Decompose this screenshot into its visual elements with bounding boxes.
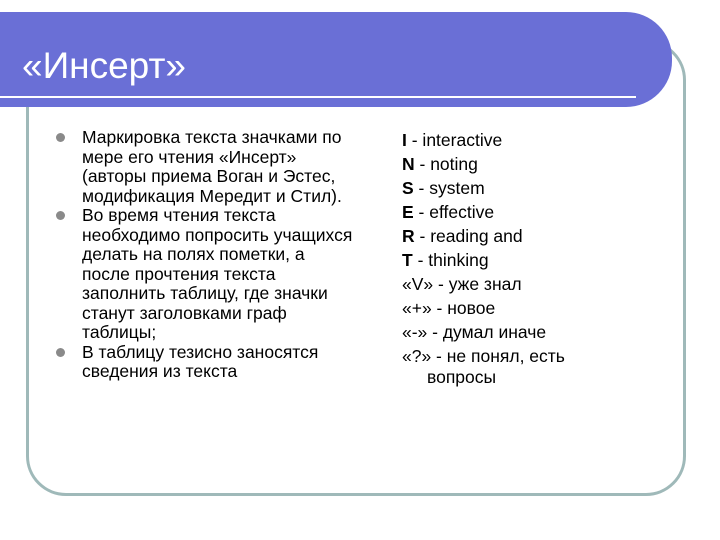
bullet-dot-icon [56, 348, 65, 357]
insert-term [402, 224, 702, 248]
bullet-text: Маркировка текста значками по мере его чтения «Инсерт» (авторы приема Воган и Эстес, модификация Мередит и Стил). [82, 127, 342, 206]
term-text: - interactive [406, 130, 503, 150]
mark-text: «?» - не понял, есть [402, 346, 565, 366]
term-text: - effective [413, 202, 495, 222]
title-bar [0, 12, 672, 107]
term-text: - thinking [412, 250, 489, 270]
term-letter: E [402, 202, 414, 222]
term-letter: I [402, 130, 407, 150]
term-letter: R [402, 226, 415, 246]
term-text: - system [413, 178, 485, 198]
term-letter: T [402, 250, 413, 270]
insert-legend [402, 128, 702, 387]
term-letter: S [402, 178, 414, 198]
bullet-text: В таблицу тезисно заносятся сведения из текста [82, 341, 319, 381]
mark-item: «+» - новое [402, 298, 496, 318]
bullet-dot-icon [56, 211, 65, 220]
insert-term [402, 248, 702, 272]
mark-item: «V» - уже знал [402, 274, 522, 294]
insert-term [402, 128, 702, 152]
term-letter: N [402, 154, 415, 174]
insert-term [402, 152, 702, 176]
bullet-dot-icon [56, 133, 65, 142]
slide-title: «Инсерт» [22, 45, 186, 86]
mark-item [402, 344, 702, 387]
term-text: - noting [414, 154, 478, 174]
bullet-text: Во время чтения текста необходимо попросить учащихся делать на полях пометки, а после прочтения текста заполнить таблицу, где значки станут заголовками граф таблицы; [82, 205, 353, 342]
title-underline [0, 96, 636, 98]
bullet-item [56, 128, 356, 206]
bullet-list [56, 128, 356, 382]
insert-term [402, 200, 702, 224]
mark-item: «-» - думал иначе [402, 322, 547, 342]
mark-continuation: вопросы [427, 367, 497, 387]
insert-term [402, 176, 702, 200]
bullet-item [56, 343, 356, 382]
term-text: - reading and [414, 226, 523, 246]
bullet-item [56, 206, 356, 343]
